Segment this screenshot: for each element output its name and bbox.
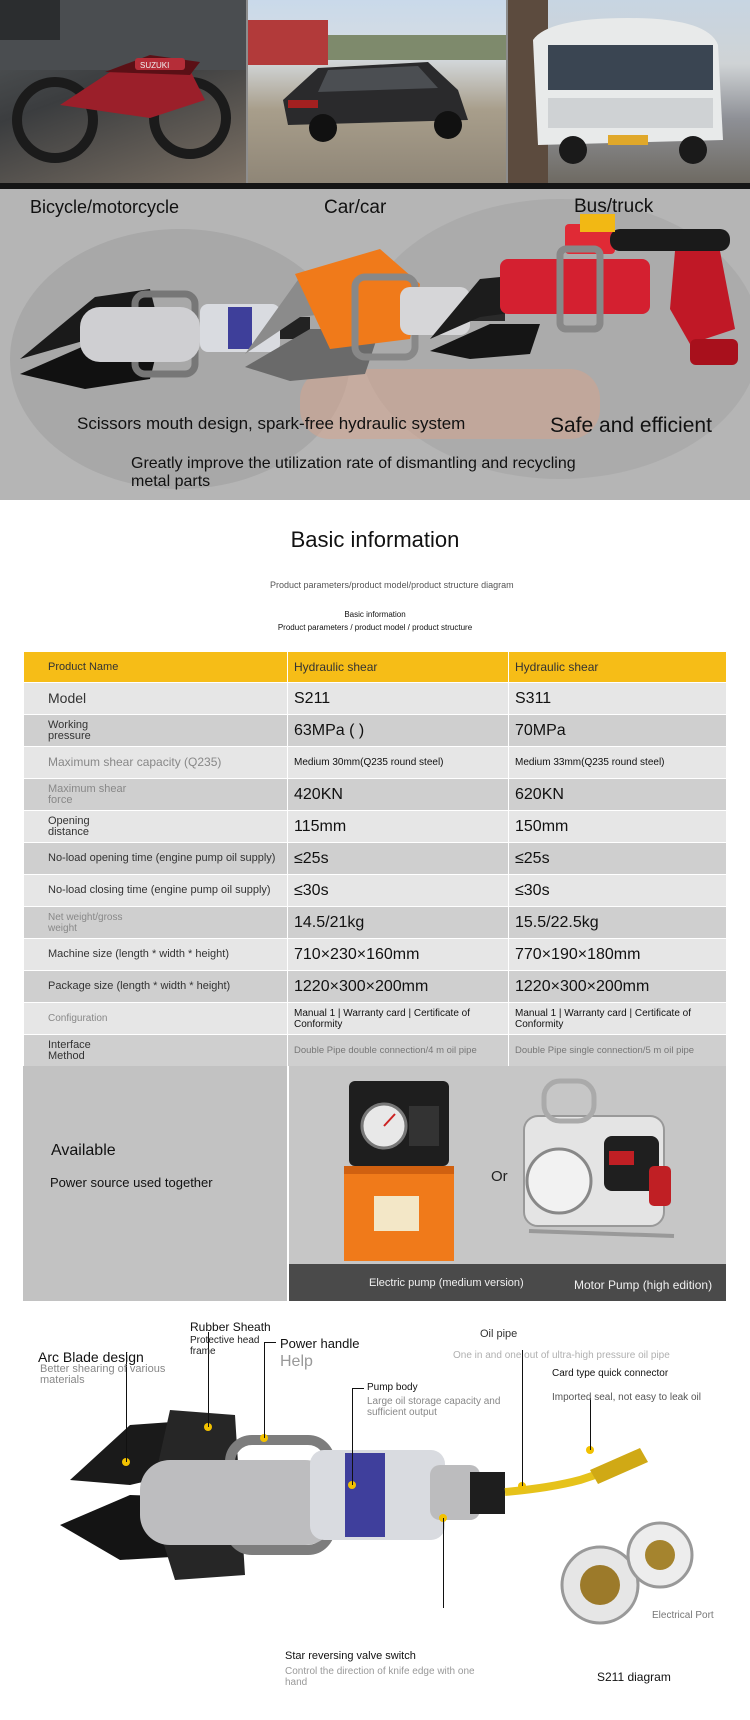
label-arc-blade: Arc Blade design bbox=[38, 1349, 144, 1365]
header-model-1: Hydraulic shear bbox=[288, 652, 509, 683]
structure-diagram bbox=[0, 1320, 750, 1720]
row-label-text: Opening distance bbox=[48, 814, 90, 838]
power-source-panel bbox=[23, 1066, 726, 1301]
row-value-s311: 70MPa bbox=[509, 715, 727, 747]
leader-valve-switch bbox=[443, 1518, 444, 1608]
row-value-s311: Manual 1 | Warranty card | Certificate of Conformity bbox=[509, 1003, 727, 1035]
row-label-text: Net weight/gross weight bbox=[48, 911, 123, 934]
row-label bbox=[24, 1035, 288, 1067]
label-arc-blade-sub: Better shearing of various materials bbox=[40, 1363, 166, 1386]
motorcycle-illustration bbox=[0, 0, 246, 183]
label-valve-switch-sub: Control the direction of knife edge with one hand bbox=[285, 1666, 475, 1688]
section-title-basic-info: Basic information bbox=[290, 527, 460, 552]
header-product-name: Product Name bbox=[24, 652, 288, 683]
label-quick-connector-sub: Imported seal, not easy to leak oil bbox=[552, 1392, 701, 1403]
car-photo bbox=[248, 0, 506, 183]
label-help: Help bbox=[280, 1353, 313, 1370]
table-row bbox=[24, 907, 727, 939]
spec-table bbox=[23, 651, 727, 1067]
table-row bbox=[24, 779, 727, 811]
row-label: No-load closing time (engine pump oil supply) bbox=[24, 875, 288, 907]
label-pump-body: Pump body bbox=[367, 1382, 418, 1393]
row-value-s211: ≤30s bbox=[288, 875, 509, 907]
leader-power-handle-tick bbox=[264, 1342, 276, 1343]
row-label: Model bbox=[24, 683, 288, 715]
table-row bbox=[24, 747, 727, 779]
label-bus: Bus/truck bbox=[574, 196, 654, 217]
row-label: No-load opening time (engine pump oil supply) bbox=[24, 843, 288, 875]
row-value-s311: 150mm bbox=[509, 811, 727, 843]
hero-banner bbox=[0, 0, 750, 500]
caption-scissors-design: Scissors mouth design, spark-free hydraulic system bbox=[77, 414, 466, 433]
label-oil-pipe-sub: One in and one out of ultra-high pressure oil pipe bbox=[453, 1350, 670, 1361]
row-label bbox=[24, 811, 288, 843]
table-header-row bbox=[24, 652, 727, 683]
row-value-s311: 15.5/22.5kg bbox=[509, 907, 727, 939]
suzuki-logo: SUZUKI bbox=[140, 61, 170, 70]
row-label-text: Interface Method bbox=[48, 1038, 91, 1062]
row-value-s211: Medium 30mm(Q235 round steel) bbox=[288, 747, 509, 779]
row-label-text: Maximum shear force bbox=[48, 782, 127, 806]
row-value-s211: 420KN bbox=[288, 779, 509, 811]
header-model-2: Hydraulic shear bbox=[509, 652, 727, 683]
row-label bbox=[24, 907, 288, 939]
table-row bbox=[24, 1003, 727, 1035]
row-value-s211: 14.5/21kg bbox=[288, 907, 509, 939]
row-label bbox=[24, 715, 288, 747]
three-shears-illustration bbox=[0, 189, 750, 500]
row-value-s311: S311 bbox=[509, 683, 727, 715]
car-illustration bbox=[248, 0, 506, 183]
table-row bbox=[24, 971, 727, 1003]
caption-utilization: Greatly improve the utilization rate of dismantling and recycling metal parts bbox=[131, 455, 576, 490]
row-label-text: Working pressure bbox=[48, 718, 91, 742]
motor-pump-label: Motor Pump (high edition) bbox=[574, 1278, 713, 1292]
row-label: Machine size (length * width * height) bbox=[24, 939, 288, 971]
table-row bbox=[24, 683, 727, 715]
row-value-s211: Manual 1 | Warranty card | Certificate of Conformity bbox=[288, 1003, 509, 1035]
row-value-s311: 1220×300×200mm bbox=[509, 971, 727, 1003]
available-subtitle: Power source used together bbox=[50, 1175, 213, 1190]
row-value-s211: S211 bbox=[288, 683, 509, 715]
bus-illustration bbox=[508, 0, 750, 183]
power-source-images bbox=[289, 1066, 726, 1301]
tools-showcase bbox=[0, 189, 750, 500]
table-row bbox=[24, 843, 727, 875]
table-row bbox=[24, 715, 727, 747]
label-quick-connector: Card type quick connector bbox=[552, 1368, 669, 1379]
table-row bbox=[24, 811, 727, 843]
row-value-s311: ≤30s bbox=[509, 875, 727, 907]
leader-pump-body-tick bbox=[352, 1388, 364, 1389]
power-source-intro bbox=[23, 1066, 287, 1301]
electric-pump-label: Electric pump (medium version) bbox=[369, 1277, 524, 1289]
row-label bbox=[24, 779, 288, 811]
label-pump-body-sub: Large oil storage capacity and sufficient output bbox=[367, 1396, 501, 1418]
row-value-s211: 115mm bbox=[288, 811, 509, 843]
leader-connector bbox=[590, 1398, 591, 1450]
label-valve-switch: Star reversing valve switch bbox=[285, 1650, 416, 1662]
row-label-text: Configuration bbox=[48, 1013, 108, 1024]
bus-photo bbox=[508, 0, 750, 183]
leader-pump-body bbox=[352, 1388, 353, 1485]
subtitle-en: Product parameters / product model / product structure bbox=[277, 623, 473, 632]
label-car: Car/car bbox=[324, 197, 387, 218]
label-electrical-port: Electrical Port bbox=[652, 1610, 714, 1621]
row-value-s211: 63MPa ( ) bbox=[288, 715, 509, 747]
table-row bbox=[24, 939, 727, 971]
row-label: Maximum shear capacity (Q235) bbox=[24, 747, 288, 779]
row-value-s311: ≤25s bbox=[509, 843, 727, 875]
leader-power-handle bbox=[264, 1342, 265, 1438]
available-title: Available bbox=[51, 1142, 116, 1159]
label-rubber-sheath: Rubber Sheath bbox=[190, 1320, 271, 1334]
or-separator: Or bbox=[491, 1168, 508, 1185]
row-value-s311: Double Pipe single connection/5 m oil pipe bbox=[509, 1035, 727, 1067]
label-oil-pipe: Oil pipe bbox=[480, 1328, 518, 1340]
label-power-handle: Power handle bbox=[280, 1336, 360, 1351]
table-row bbox=[24, 1035, 727, 1067]
row-value-s211: 1220×300×200mm bbox=[288, 971, 509, 1003]
label-rubber-sheath-sub: Protective head frame bbox=[190, 1335, 260, 1357]
row-value-s311: Medium 33mm(Q235 round steel) bbox=[509, 747, 727, 779]
row-label bbox=[24, 1003, 288, 1035]
subtitle-small: Product parameters/product model/product structure diagram bbox=[270, 580, 514, 590]
row-label: Package size (length * width * height) bbox=[24, 971, 288, 1003]
row-value-s311: 770×190×180mm bbox=[509, 939, 727, 971]
motorcycle-photo bbox=[0, 0, 246, 183]
caption-safe-efficient: Safe and efficient bbox=[550, 414, 712, 437]
row-value-s211: 710×230×160mm bbox=[288, 939, 509, 971]
row-value-s311: 620KN bbox=[509, 779, 727, 811]
diagram-caption: S211 diagram bbox=[597, 1670, 671, 1684]
row-value-s211: ≤25s bbox=[288, 843, 509, 875]
row-value-s211: Double Pipe double connection/4 m oil pipe bbox=[288, 1035, 509, 1067]
leader-oil-pipe bbox=[522, 1350, 523, 1486]
subtitle-en-title: Basic information bbox=[344, 610, 406, 619]
label-bicycle: Bicycle/motorcycle bbox=[30, 197, 180, 217]
table-row bbox=[24, 875, 727, 907]
